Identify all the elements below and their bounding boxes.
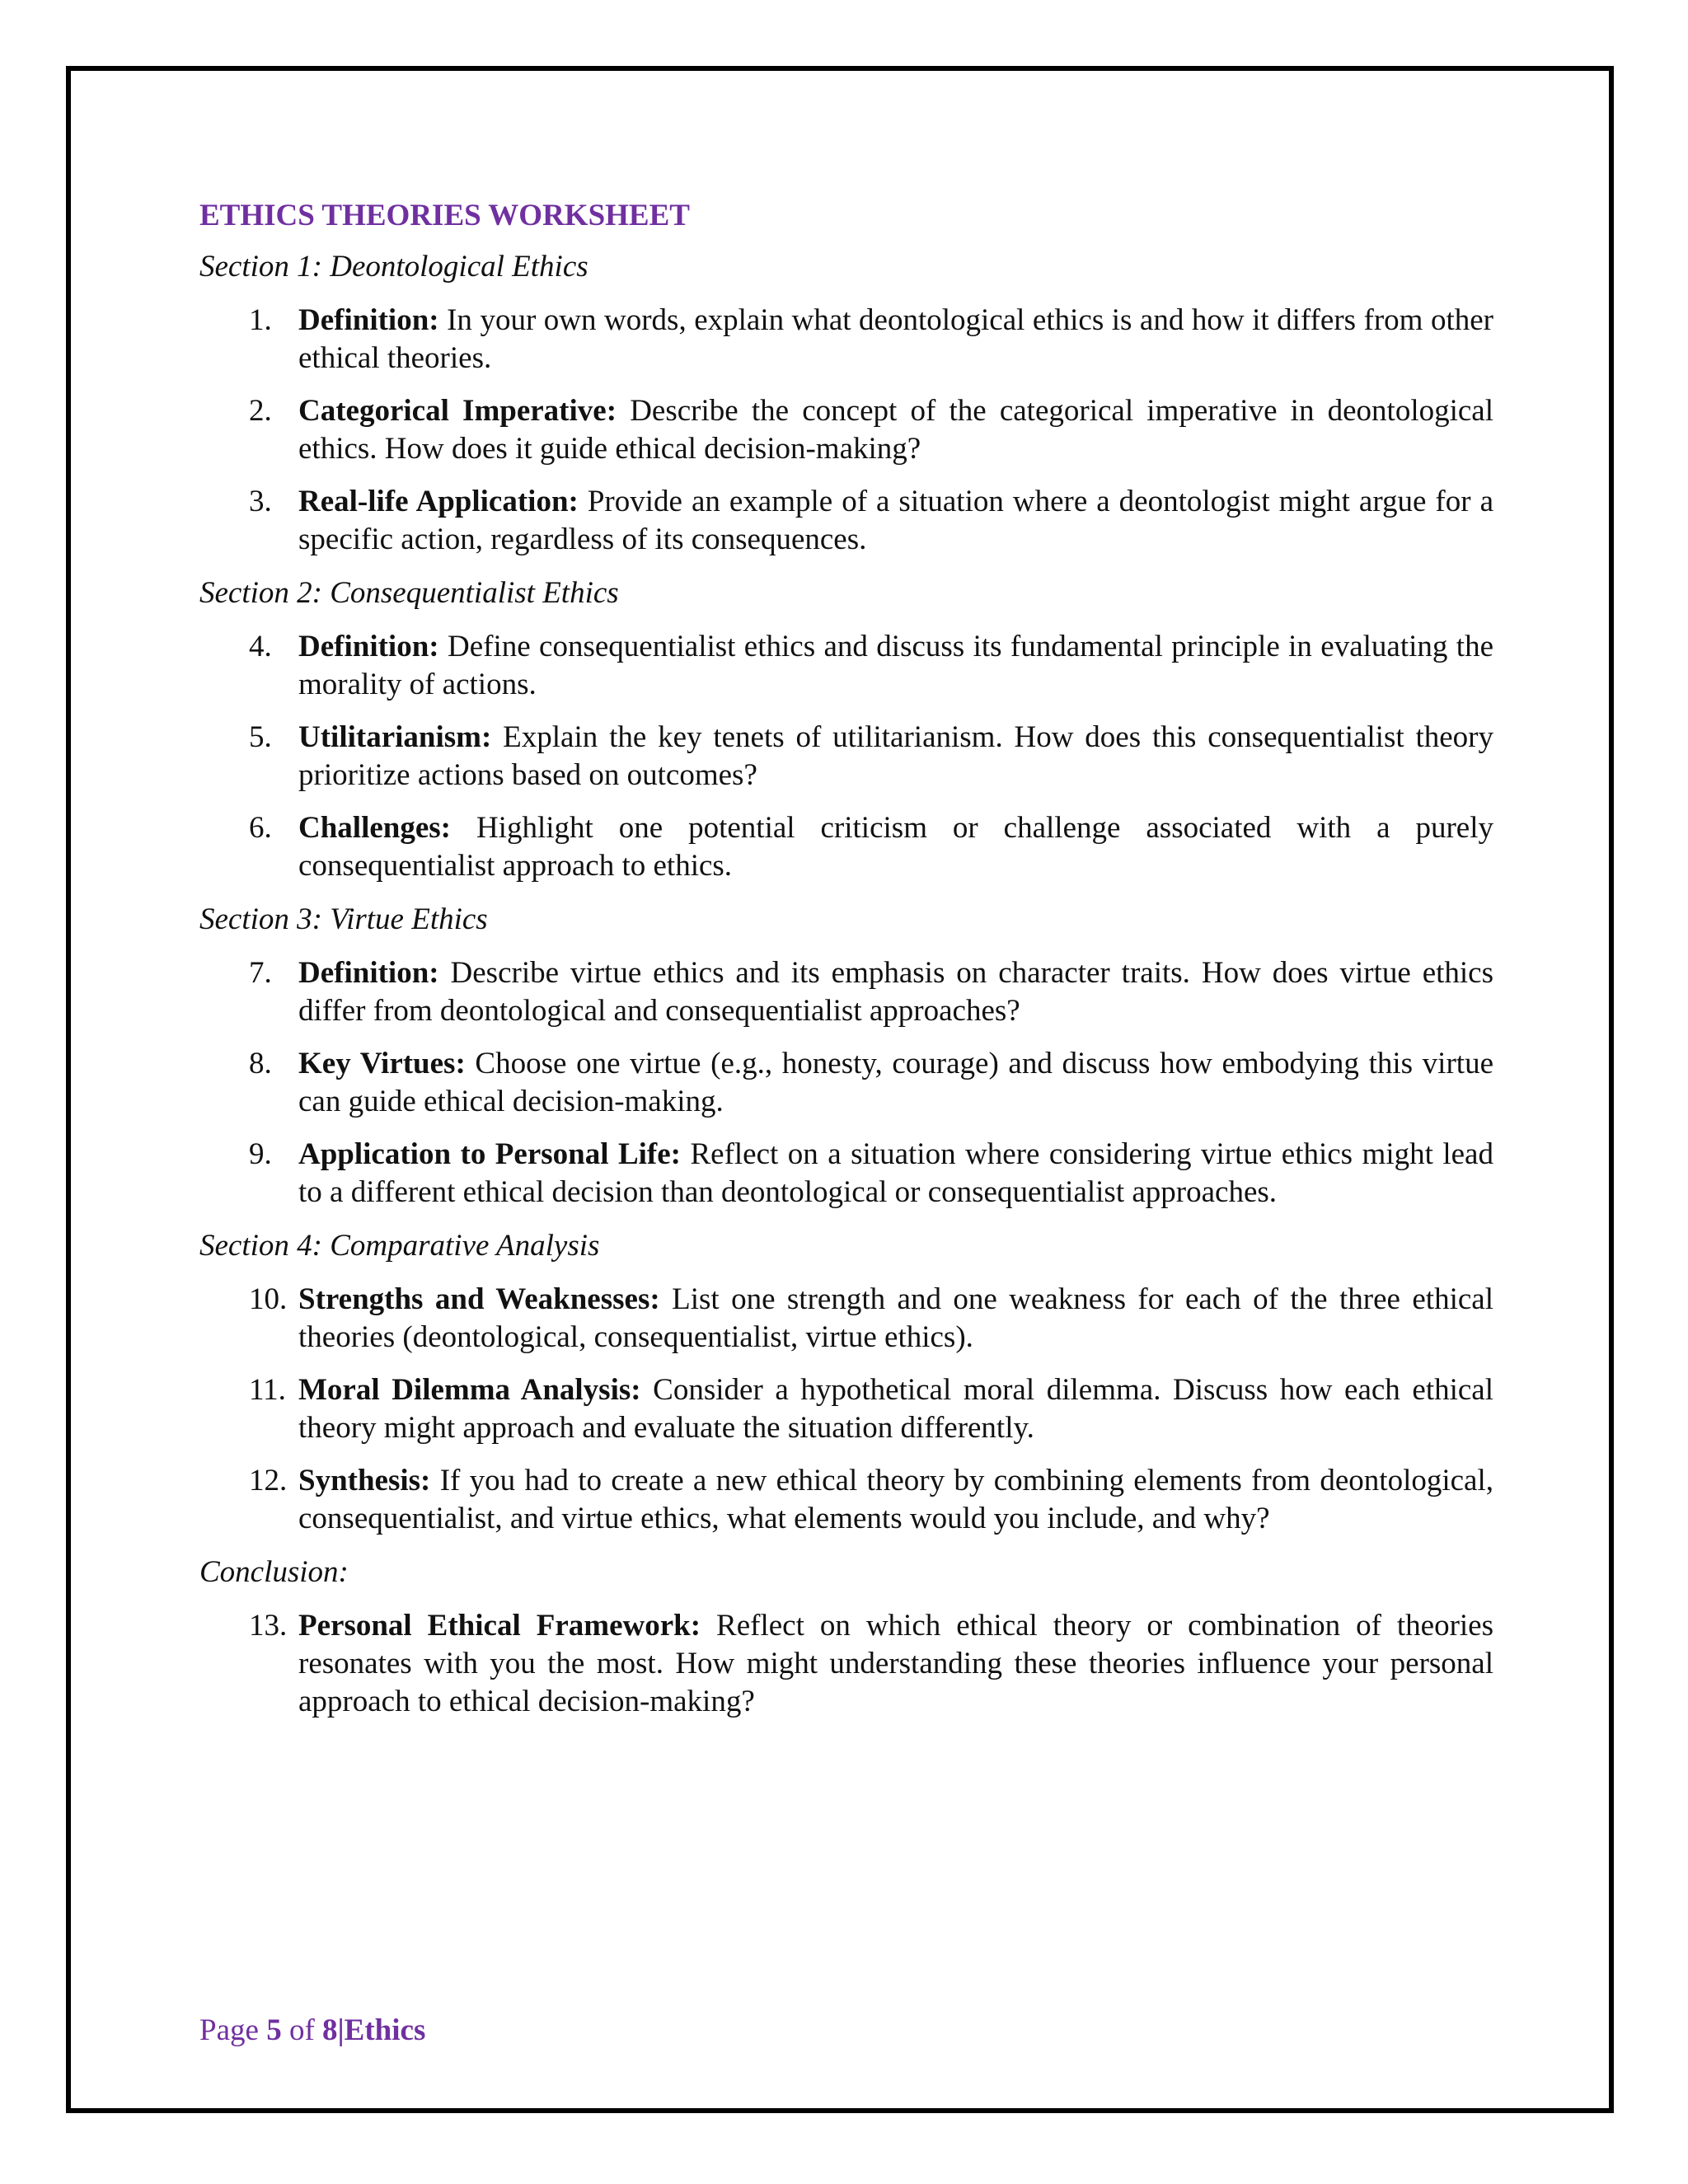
question-text: If you had to create a new ethical theory by combining elements from deontological, consequentialist, and virtue ethics, what elements would you include, and why?: [298, 1464, 1493, 1535]
question-text: Reflect on which ethical theory or combination of theories resonates with you the most. How might understanding these theories influence your personal approach to ethical decision-making?: [298, 1609, 1493, 1718]
section-heading: Conclusion:: [199, 1555, 349, 1589]
question-body: [298, 954, 1493, 1030]
question-text: Reflect on a situation where considering virtue ethics might lead to a different ethical decision than deontological or consequentialist approaches.: [298, 1137, 1493, 1209]
question-item: [199, 302, 1493, 377]
question-body: [298, 628, 1493, 704]
page-footer: [199, 2011, 425, 2050]
question-number-cell: [199, 1462, 298, 1538]
question-item: [199, 1136, 1493, 1212]
question-item: [199, 1281, 1493, 1357]
question-number: 6.: [249, 811, 272, 845]
question-number-cell: [199, 1371, 298, 1447]
question-item: [199, 1045, 1493, 1121]
question-number-cell: [199, 392, 298, 468]
section-heading: Section 4: Comparative Analysis: [199, 1229, 600, 1263]
question-item: [199, 1462, 1493, 1538]
question-term: Definition:: [298, 630, 439, 663]
question-number: 13.: [249, 1609, 288, 1643]
question-text: Explain the key tenets of utilitarianism. How does this consequentialist theory prioritize actions based on outcomes?: [298, 720, 1493, 792]
question-text: List one strength and one weakness for each of the three ethical theories (deontological, consequentialist, virtue ethics).: [298, 1282, 1493, 1354]
question-item: [199, 954, 1493, 1030]
question-number: 9.: [249, 1137, 272, 1171]
question-body: [298, 1462, 1493, 1538]
question-item: [199, 628, 1493, 704]
question-number-cell: [199, 483, 298, 559]
question-term: Challenges:: [298, 811, 451, 845]
question-term: Strengths and Weaknesses:: [298, 1282, 660, 1316]
question-item: [199, 483, 1493, 559]
footer-separator: |: [337, 2013, 345, 2047]
question-body: [298, 809, 1493, 885]
question-item: [199, 1607, 1493, 1721]
question-number-cell: [199, 1607, 298, 1721]
footer-label: Ethics: [344, 2013, 426, 2047]
question-text: In your own words, explain what deontological ethics is and how it differs from other ethical theories.: [298, 303, 1493, 375]
footer-of-word: of: [281, 2013, 323, 2047]
question-number-cell: [199, 1281, 298, 1357]
question-body: [298, 1607, 1493, 1721]
document-title: ETHICS THEORIES WORKSHEET: [199, 199, 690, 232]
footer-page-word: Page: [199, 2013, 267, 2047]
question-number: 8.: [249, 1047, 272, 1080]
question-term: Synthesis:: [298, 1464, 431, 1497]
question-number-cell: [199, 719, 298, 794]
question-number-cell: [199, 628, 298, 704]
section-heading: Section 3: Virtue Ethics: [199, 902, 488, 936]
question-term: Personal Ethical Framework:: [298, 1609, 701, 1643]
question-number: 10.: [249, 1282, 288, 1316]
question-term: Definition:: [298, 956, 439, 990]
footer-total-pages: 8: [322, 2013, 338, 2047]
question-term: Application to Personal Life:: [298, 1137, 681, 1171]
question-text: Describe virtue ethics and its emphasis on character traits. How does virtue ethics differ from deontological and consequentialist approaches?: [298, 956, 1493, 1028]
question-number: 5.: [249, 720, 272, 754]
question-number: 3.: [249, 485, 272, 518]
question-item: [199, 719, 1493, 794]
question-body: [298, 1371, 1493, 1447]
question-body: [298, 1136, 1493, 1212]
question-number: 1.: [249, 303, 272, 337]
question-number-cell: [199, 1136, 298, 1212]
question-number: 12.: [249, 1464, 288, 1497]
section-heading: Section 2: Consequentialist Ethics: [199, 576, 619, 610]
question-term: Moral Dilemma Analysis:: [298, 1373, 641, 1407]
question-body: [298, 302, 1493, 377]
question-number-cell: [199, 954, 298, 1030]
question-text: Choose one virtue (e.g., honesty, courage) and discuss how embodying this virtue can guide ethical decision-making.: [298, 1047, 1493, 1118]
question-item: [199, 809, 1493, 885]
question-term: Key Virtues:: [298, 1047, 466, 1080]
question-body: [298, 483, 1493, 559]
question-number: 2.: [249, 394, 272, 428]
question-item: [199, 1371, 1493, 1447]
question-text: Describe the concept of the categorical imperative in deontological ethics. How does it guide ethical decision-making?: [298, 394, 1493, 466]
question-text: Highlight one potential criticism or challenge associated with a purely consequentialist approach to ethics.: [298, 811, 1493, 883]
question-body: [298, 1281, 1493, 1357]
question-number: 11.: [249, 1373, 286, 1407]
footer-current-page: 5: [266, 2013, 282, 2047]
question-number-cell: [199, 302, 298, 377]
question-number: 4.: [249, 630, 272, 663]
question-body: [298, 719, 1493, 794]
question-term: Categorical Imperative:: [298, 394, 617, 428]
sections-container: [199, 247, 1493, 1721]
question-number-cell: [199, 1045, 298, 1121]
question-number: 7.: [249, 956, 272, 990]
question-body: [298, 1045, 1493, 1121]
worksheet-content: [199, 196, 1493, 1736]
question-term: Utilitarianism:: [298, 720, 492, 754]
question-body: [298, 392, 1493, 468]
question-item: [199, 392, 1493, 468]
question-text: Define consequentialist ethics and discuss its fundamental principle in evaluating the morality of actions.: [298, 630, 1493, 701]
section-heading: Section 1: Deontological Ethics: [199, 250, 588, 284]
question-term: Real-life Application:: [298, 485, 579, 518]
question-text: Provide an example of a situation where a deontologist might argue for a specific action, regardless of its consequences.: [298, 485, 1493, 556]
question-term: Definition:: [298, 303, 439, 337]
question-number-cell: [199, 809, 298, 885]
question-text: Consider a hypothetical moral dilemma. Discuss how each ethical theory might approach and evaluate the situation differently.: [298, 1373, 1493, 1445]
